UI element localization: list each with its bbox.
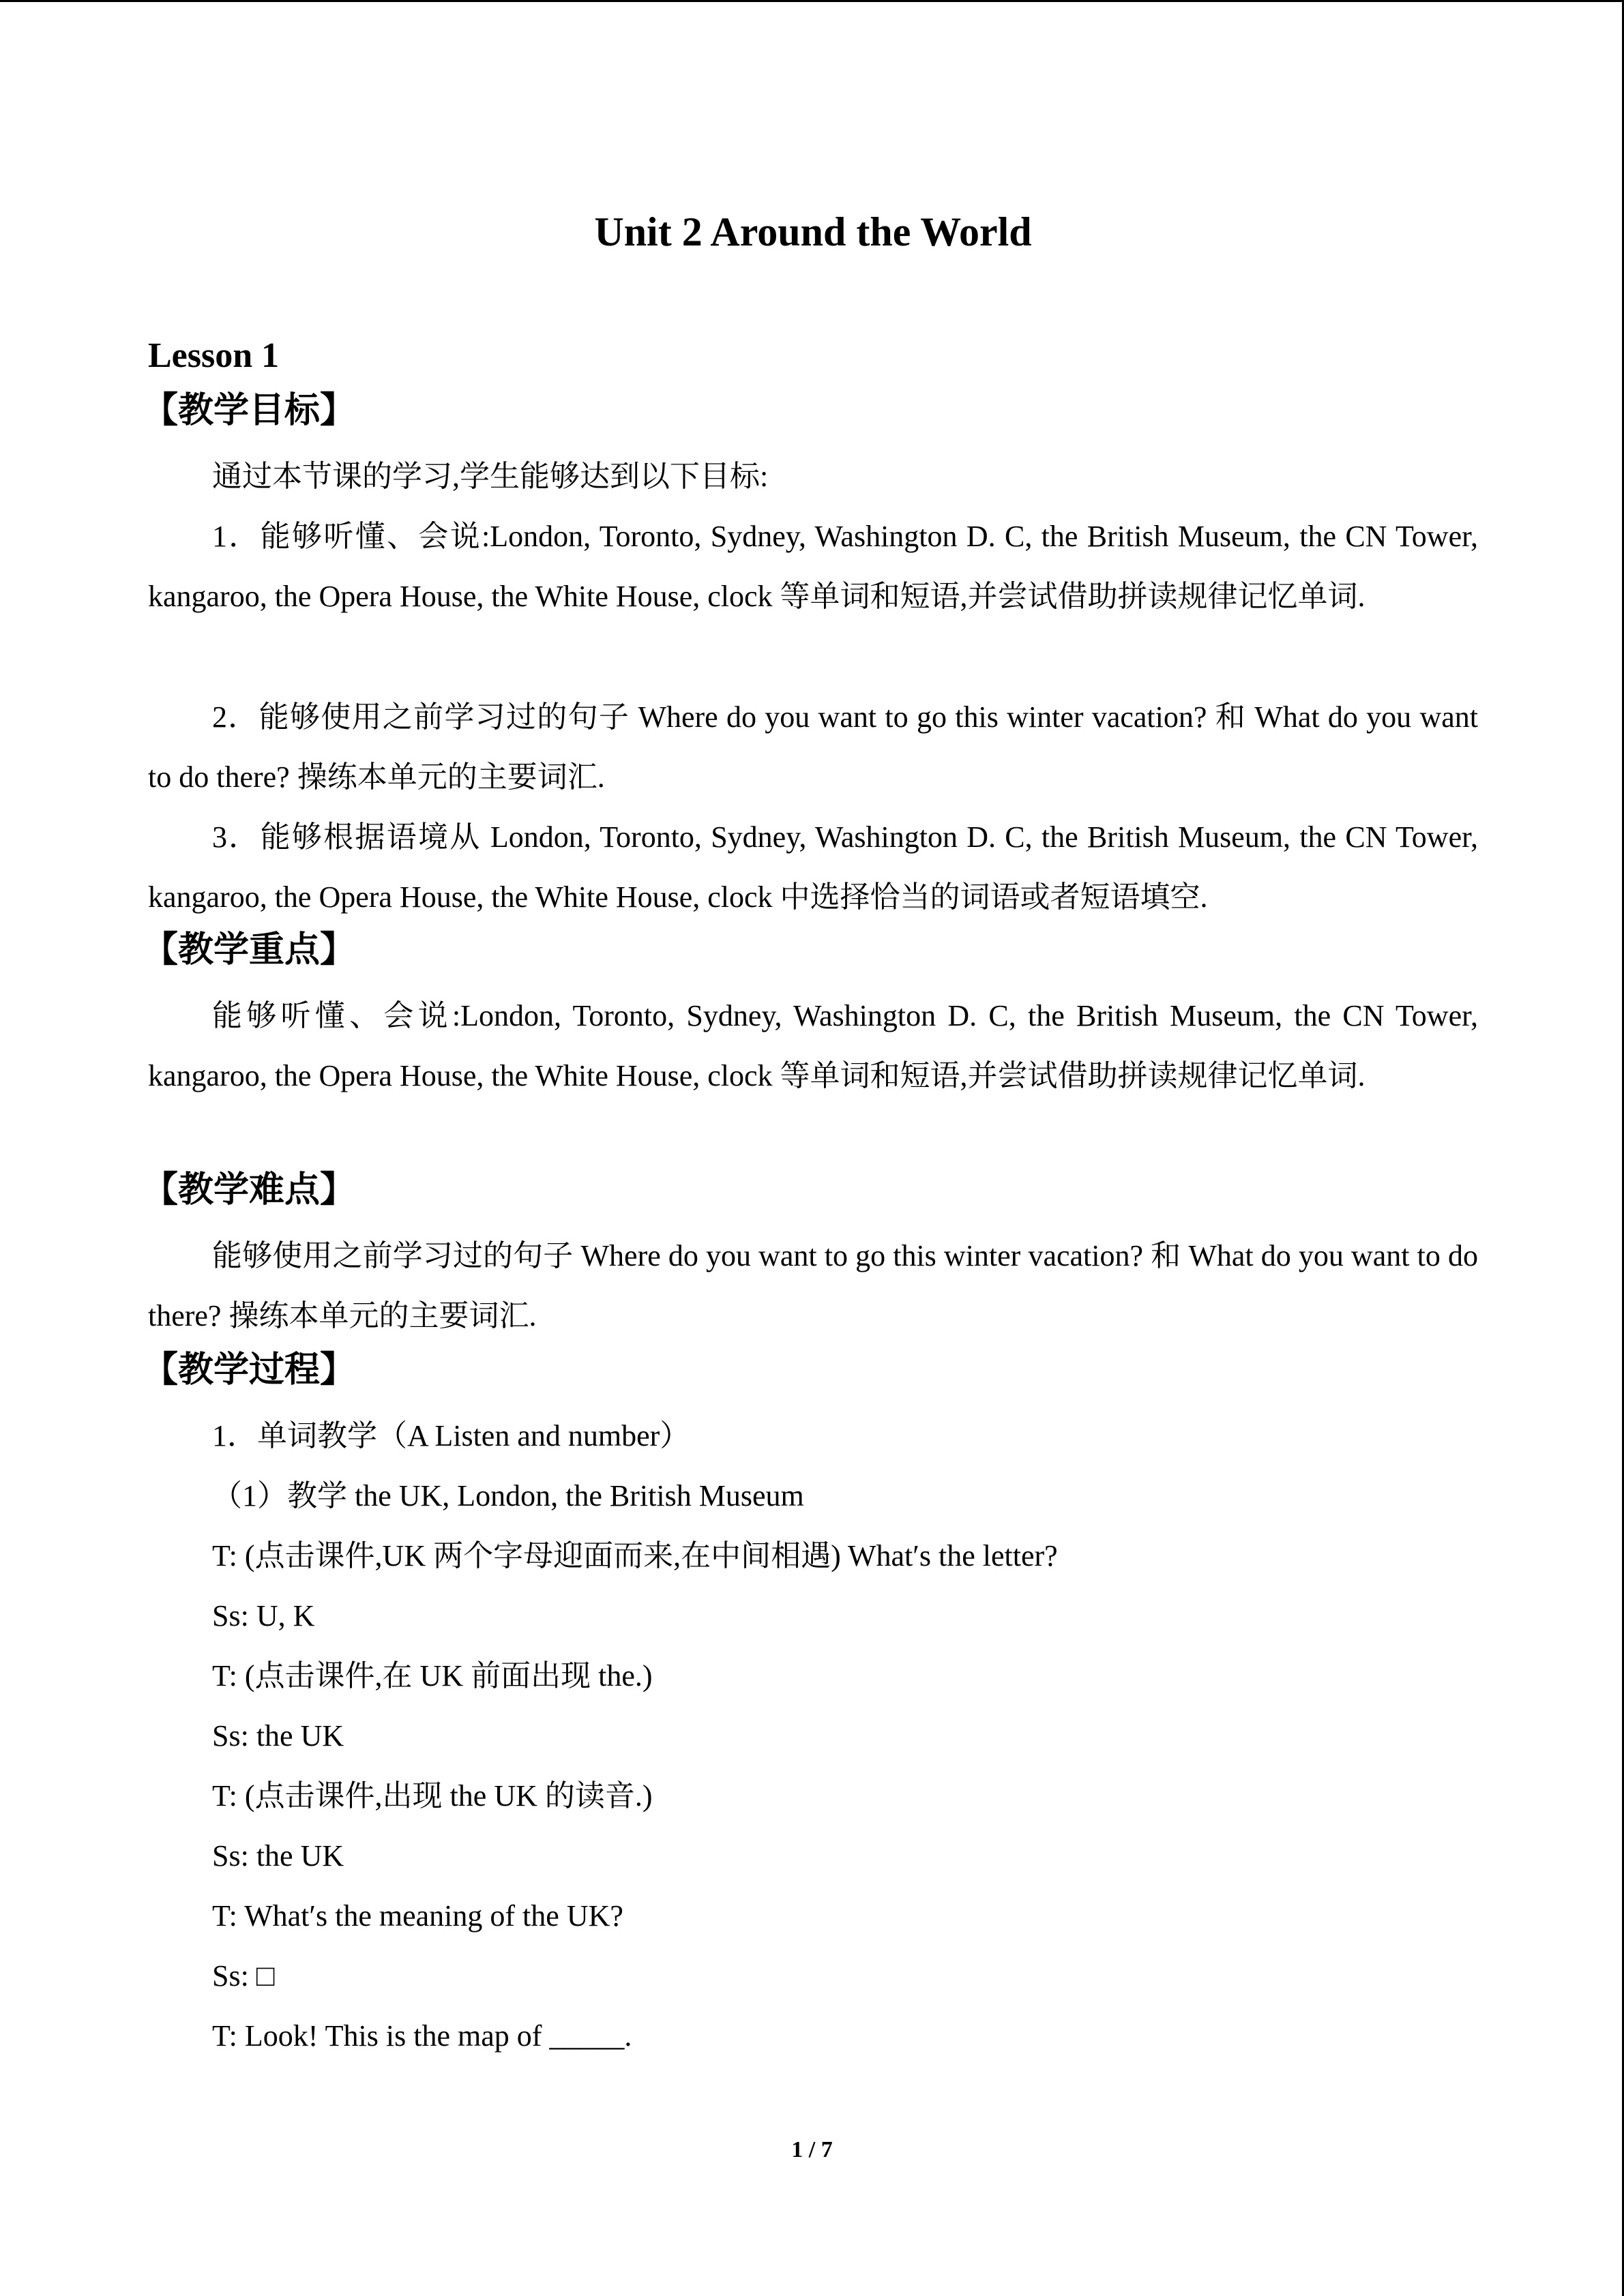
objective-1: 1．能够听懂、会说:London, Toronto, Sydney, Washington D. C, the British Museum, the CN Tower, kangaroo, the Opera House, the White House, clock 等单词和短语,并尝试借助拼读规律记忆单词. (148, 520, 1478, 613)
objectives-heading: 【教学目标】 (143, 390, 356, 431)
objective-2: 2．能够使用之前学习过的句子 Where do you want to go this winter vacation? 和 What do you want to do there? 操练本单元的主要词汇. (148, 700, 1478, 794)
page-indicator: 1 / 7 (791, 2137, 833, 2162)
difficulties-text: 能够使用之前学习过的句子 Where do you want to go this winter vacation? 和 What do you want to do there? 操练本单元的主要词汇. (148, 1239, 1478, 1332)
process-line: （1）教学 the UK, London, the British Museum (212, 1479, 804, 1512)
lesson-heading: Lesson 1 (148, 336, 280, 375)
process-line: T: (点击课件,在 UK 前面出现 the.) (212, 1659, 653, 1693)
process-line: Ss: the UK (212, 1839, 344, 1873)
objective-3: 3．能够根据语境从 London, Toronto, Sydney, Washington D. C, the British Museum, the CN Tower, kangaroo, the Opera House, the White House, clock 中选择恰当的词语或者短语填空. (148, 820, 1478, 914)
process-line: Ss: the UK (212, 1719, 344, 1753)
process-line: T: What′s the meaning of the UK? (212, 1899, 623, 1933)
process-line: Ss: □ (212, 1959, 275, 1993)
difficulties-heading: 【教学难点】 (143, 1169, 356, 1210)
key-points-heading: 【教学重点】 (143, 929, 356, 970)
process-line: T: (点击课件,出现 the UK 的读音.) (212, 1779, 653, 1813)
process-heading: 【教学过程】 (143, 1350, 356, 1390)
document-title: Unit 2 Around the World (594, 209, 1032, 254)
key-points-text: 能够听懂、会说:London, Toronto, Sydney, Washington D. C, the British Museum, the CN Tower, kangaroo, the Opera House, the White House, clock 等单词和短语,并尝试借助拼读规律记忆单词. (148, 999, 1478, 1092)
process-line: Ss: U, K (212, 1599, 315, 1632)
process-line: 1．单词教学（A Listen and number） (212, 1419, 690, 1452)
objectives-intro: 通过本节课的学习,学生能够达到以下目标: (212, 460, 769, 493)
process-line: T: (点击课件,UK 两个字母迎面而来,在中间相遇) What′s the letter? (212, 1539, 1058, 1572)
process-line: T: Look! This is the map of _____. (212, 2019, 632, 2053)
page-border-top (0, 0, 1624, 2)
